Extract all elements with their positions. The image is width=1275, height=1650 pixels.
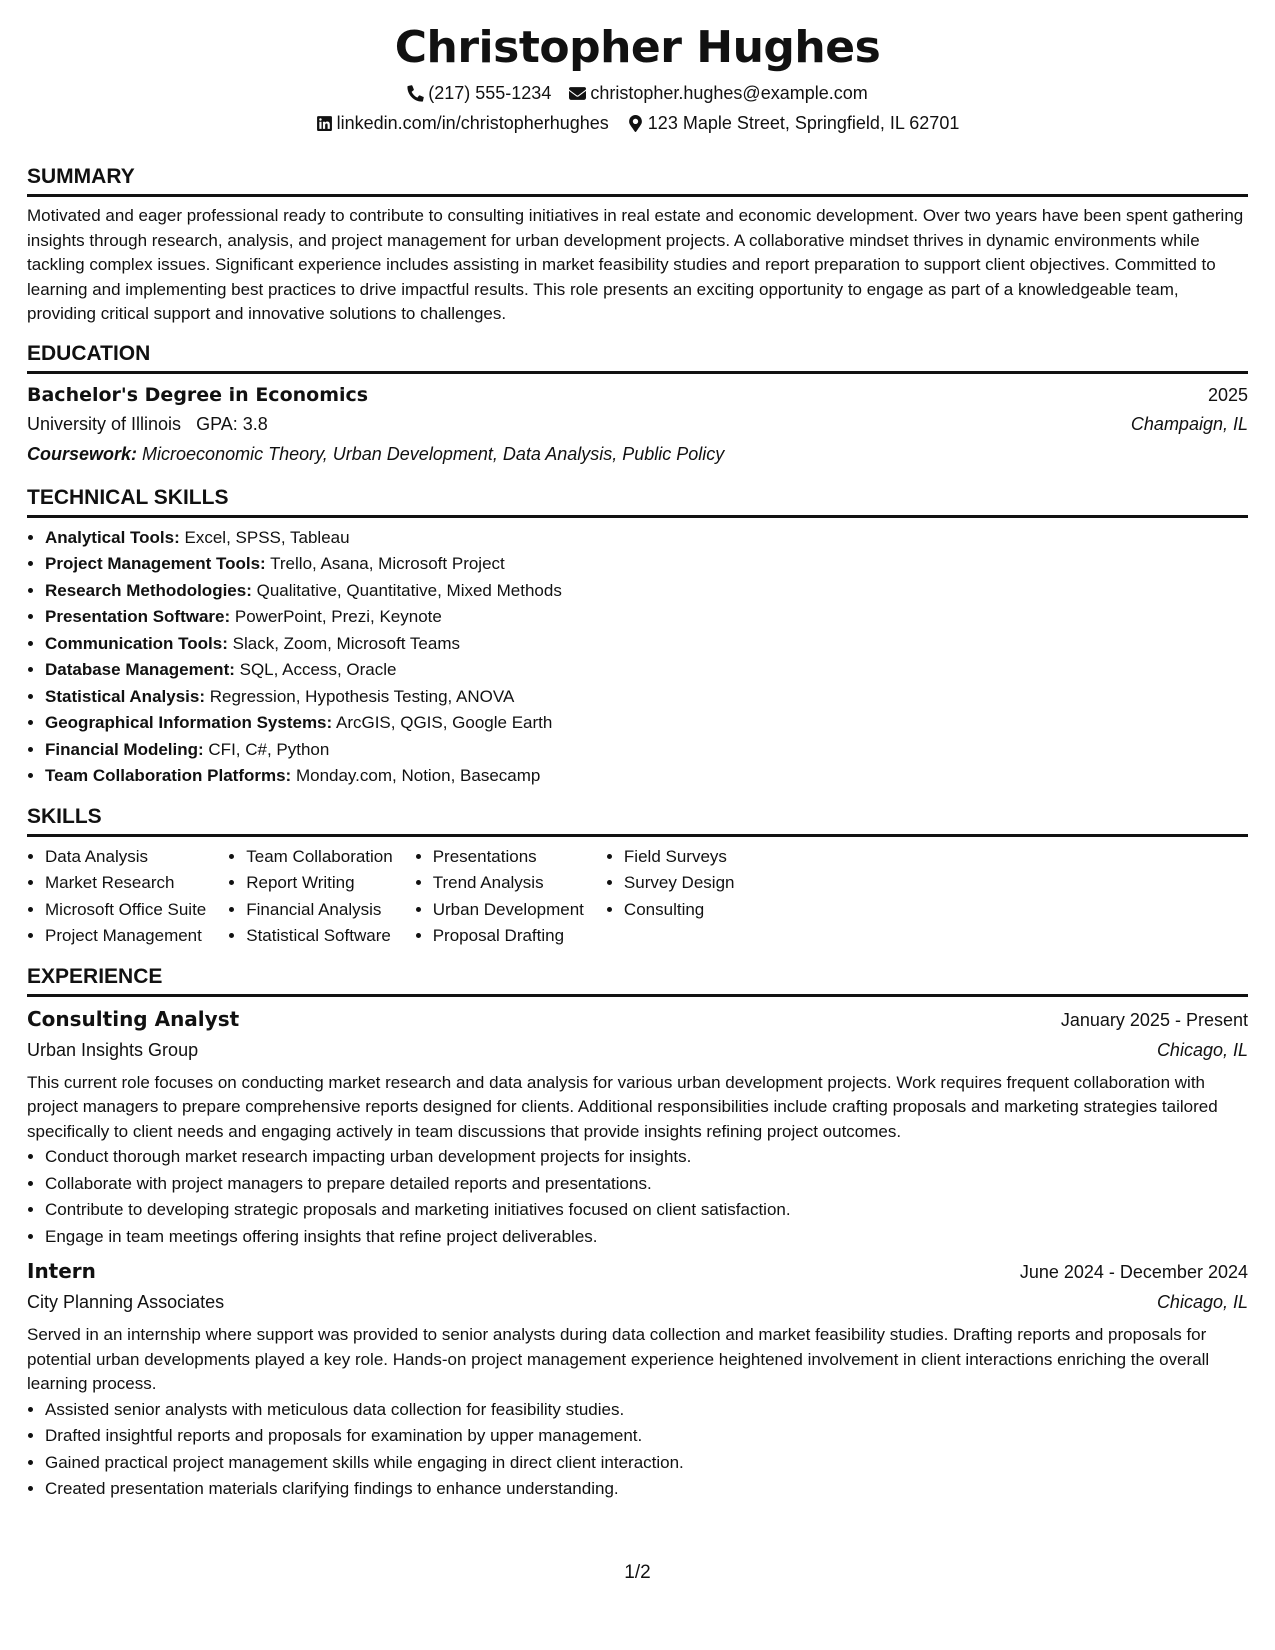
skill-value: PowerPoint, Prezi, Keynote	[234, 607, 442, 626]
list-item	[45, 737, 1248, 764]
envelope-icon	[569, 85, 586, 102]
job-bullets	[27, 1144, 1248, 1250]
education-header-row	[27, 381, 1248, 409]
list-item	[45, 604, 1248, 631]
list-item	[45, 578, 1248, 605]
candidate-name: Christopher Hughes	[394, 22, 881, 73]
experience-section	[27, 964, 1248, 1503]
skill-value: Regression, Hypothesis Testing, ANOVA	[209, 686, 515, 706]
job-header-row	[27, 1004, 1248, 1035]
summary-section	[27, 164, 1248, 327]
list-item: • Data Analysis	[45, 844, 206, 871]
skill-label: Financial Modeling:	[45, 739, 204, 759]
skill-label: Communication Tools:	[45, 633, 228, 653]
list-item: • Consulting	[624, 897, 735, 924]
list-item: • Project Management	[45, 923, 206, 950]
skill-value: Trello, Asana, Microsoft Project	[270, 554, 505, 573]
skills-column-2	[228, 844, 392, 950]
job-description: This current role focuses on conducting market research and data analysis for various urban development projects. Work requires frequent collaboration with project managers to prepare comprehensive reports designed for clients. Additional responsibilities include crafting proposals and marketing strategies tailored specifically to client needs and engaging actively in team discussions that provide insights refining project outcomes.	[27, 1072, 1218, 1141]
list-item: • Financial Analysis	[246, 897, 392, 924]
contact-address	[627, 108, 960, 138]
list-item: • Conduct thorough market research impacting urban development projects for insights.	[45, 1144, 1248, 1171]
contact-email[interactable]	[569, 78, 867, 108]
degree-name: Bachelor's Degree in Economics	[27, 383, 369, 406]
skill-value: CFI, C#, Python	[208, 739, 330, 759]
skill-label: Database Management:	[45, 660, 235, 679]
list-item: • Report Writing	[246, 870, 392, 897]
job-description: Served in an internship where support was provided to senior analysts during data collection and market feasibility studies. Drafting reports and proposals for potential urban developments played a key role. Hands-on project management experience heightened involvement in client interactions enriching the overall learning process.	[27, 1325, 1210, 1393]
phone-text: (217) 555-1234	[428, 83, 552, 103]
linkedin-icon	[316, 115, 333, 132]
gpa: GPA: 3.8	[196, 413, 268, 434]
job-dates: June 2024 - December 2024	[1019, 1262, 1248, 1282]
list-item	[45, 551, 1248, 578]
list-item: • Market Research	[45, 870, 206, 897]
address-text: 123 Maple Street, Springfield, IL 62701	[647, 113, 960, 133]
list-item: • Survey Design	[624, 870, 735, 897]
list-item: • Created presentation materials clarifying findings to enhance understanding.	[45, 1476, 1248, 1503]
list-item: • Field Surveys	[624, 844, 735, 871]
list-item: • Collaborate with project managers to prepare detailed reports and presentations.	[45, 1171, 1248, 1198]
list-item: • Drafted insightful reports and proposals for examination by upper management.	[45, 1423, 1248, 1450]
job-company-row	[27, 1035, 1248, 1065]
job-dates: January 2025 - Present	[1060, 1009, 1248, 1030]
section-title-skills: SKILLS	[27, 804, 1248, 837]
list-item	[45, 525, 1248, 552]
school-location: Champaign, IL	[1130, 413, 1248, 434]
page-number: 1/2	[624, 1562, 651, 1583]
section-title-experience: EXPERIENCE	[27, 964, 1248, 997]
education-section	[27, 341, 1248, 469]
coursework-label: Coursework:	[27, 443, 138, 464]
list-item: • Contribute to developing strategic proposals and marketing initiatives focused on client satisfaction.	[45, 1197, 1248, 1224]
list-item: • Microsoft Office Suite	[45, 897, 206, 924]
technical-skills-section	[27, 485, 1248, 790]
skill-value: Slack, Zoom, Microsoft Teams	[232, 633, 460, 653]
list-item	[45, 657, 1248, 684]
school-info	[27, 409, 268, 439]
section-title-education: EDUCATION	[27, 341, 1248, 374]
section-title-summary: SUMMARY	[27, 164, 1248, 197]
map-marker-icon	[627, 115, 644, 132]
list-item: • Gained practical project management skills while engaging in direct client interaction.	[45, 1450, 1248, 1477]
contact-row-2	[27, 108, 1248, 138]
job-location: Chicago, IL	[1156, 1292, 1248, 1312]
job-bullets	[27, 1397, 1248, 1503]
skill-value: Excel, SPSS, Tableau	[184, 527, 350, 547]
contact-phone	[407, 78, 551, 108]
job-location: Chicago, IL	[1156, 1039, 1248, 1060]
list-item: • Engage in team meetings offering insights that refine project deliverables.	[45, 1224, 1248, 1251]
list-item: • Team Collaboration	[246, 844, 392, 871]
coursework	[27, 439, 1248, 469]
list-item	[45, 710, 1248, 737]
email-text: christopher.hughes@example.com	[590, 83, 868, 103]
job-entry	[27, 1256, 1248, 1503]
skills-section	[27, 804, 1248, 950]
skill-label: Presentation Software:	[45, 607, 231, 626]
list-item: • Trend Analysis	[433, 870, 584, 897]
skill-label: Research Methodologies:	[45, 580, 252, 600]
list-item	[45, 631, 1248, 658]
job-company: Urban Insights Group	[27, 1039, 199, 1060]
job-entry	[27, 1004, 1248, 1251]
skill-label: Project Management Tools:	[45, 554, 266, 573]
technical-skills-list	[27, 525, 1248, 790]
skill-value: Monday.com, Notion, Basecamp	[295, 766, 541, 785]
list-item: • Presentations	[433, 844, 584, 871]
skill-value: ArcGIS, QGIS, Google Earth	[335, 713, 553, 732]
skill-label: Analytical Tools:	[45, 527, 180, 547]
section-title-technical-skills: TECHNICAL SKILLS	[27, 485, 1248, 518]
skill-value: SQL, Access, Oracle	[239, 660, 397, 679]
job-company-row	[27, 1287, 1248, 1317]
list-item: • Assisted senior analysts with meticulous data collection for feasibility studies.	[45, 1397, 1248, 1424]
school-name: University of Illinois	[27, 413, 182, 434]
contact-row-1	[27, 78, 1248, 108]
list-item: • Statistical Software	[246, 923, 392, 950]
list-item	[45, 763, 1248, 790]
job-title: Consulting Analyst	[27, 1006, 240, 1031]
list-item	[45, 684, 1248, 711]
job-header-row	[27, 1256, 1248, 1287]
coursework-list: Microeconomic Theory, Urban Development, Data Analysis, Public Policy	[142, 443, 725, 464]
list-item: • Proposal Drafting	[433, 923, 584, 950]
skills-column-1	[27, 844, 206, 950]
skills-grid	[27, 844, 1248, 950]
graduation-year: 2025	[1207, 384, 1248, 405]
job-company: City Planning Associates	[27, 1292, 225, 1312]
skills-column-3	[415, 844, 584, 950]
skill-value: Qualitative, Quantitative, Mixed Methods	[256, 580, 562, 600]
list-item: • Urban Development	[433, 897, 584, 924]
phone-icon	[407, 85, 424, 102]
skill-label: Geographical Information Systems:	[45, 713, 333, 732]
skills-column-4	[606, 844, 735, 950]
skill-label: Statistical Analysis:	[45, 686, 205, 706]
education-school-row	[27, 409, 1248, 439]
job-title: Intern	[27, 1259, 96, 1283]
contact-linkedin[interactable]	[316, 108, 609, 138]
summary-text: Motivated and eager professional ready to contribute to consulting initiatives in real estate and economic development. Over two years have been spent gathering insights through research, analysis, and project management for urban development projects. A collaborative mindset thrives in dynamic environments while tackling complex issues. Significant experience includes assisting in market feasibility studies and report preparation to support client objectives. Committed to learning and implementing best practices to drive impactful results. This role presents an exciting opportunity to engage as part of a knowledgeable team, providing critical support and innovative solutions to challenges.	[27, 206, 1244, 323]
skill-label: Team Collaboration Platforms:	[45, 766, 292, 785]
linkedin-text: linkedin.com/in/christopherhughes	[336, 113, 609, 133]
